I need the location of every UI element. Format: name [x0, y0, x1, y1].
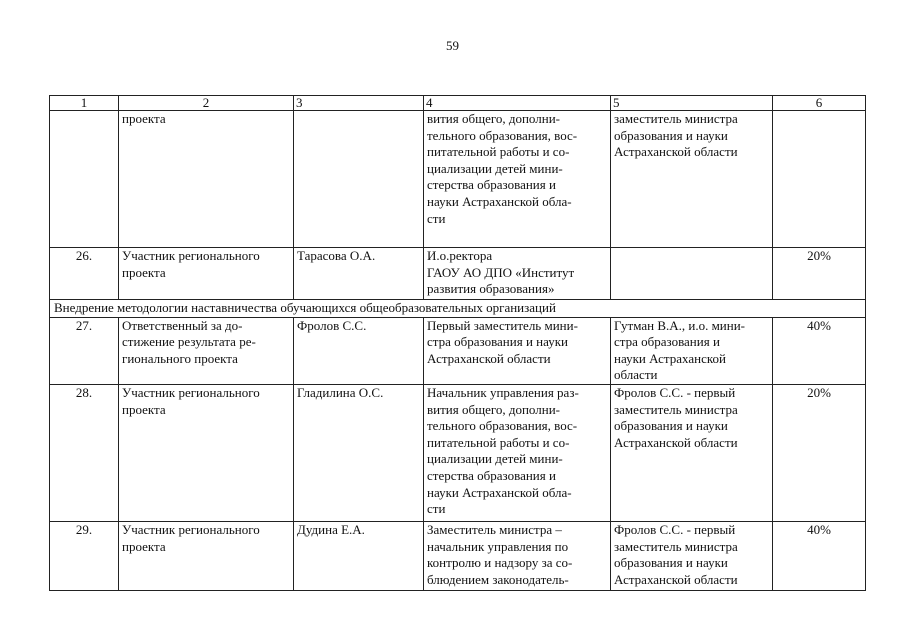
table-row — [50, 317, 866, 384]
table-row — [50, 248, 866, 300]
percent-cell: 40% — [773, 317, 866, 384]
name-cell: Тарасова О.А. — [294, 248, 424, 300]
percent-cell — [773, 111, 866, 248]
row-number-cell — [50, 111, 119, 248]
name-cell — [294, 111, 424, 248]
column-header: 5 — [611, 96, 773, 111]
column-header: 6 — [773, 96, 866, 111]
page-number: 59 — [446, 38, 459, 53]
table-row — [50, 521, 866, 590]
role-cell: Участник регионального проекта — [119, 521, 294, 590]
name-cell: Дудина Е.А. — [294, 521, 424, 590]
percent-cell: 40% — [773, 521, 866, 590]
table-row — [50, 111, 866, 248]
percent-cell: 20% — [773, 248, 866, 300]
name-cell: Гладилина О.С. — [294, 384, 424, 521]
table-header-row — [50, 96, 866, 111]
supervisor-cell: Гутман В.А., и.о. мини- стра образования и науки Астраханской области — [611, 317, 773, 384]
role-cell: Ответственный за до- стижение результата ре- гионального проекта — [119, 317, 294, 384]
role-cell: Участник регионального проекта — [119, 248, 294, 300]
supervisor-cell — [611, 248, 773, 300]
row-number-cell: 29. — [50, 521, 119, 590]
supervisor-cell: Фролов С.С. - первый заместитель министра образования и науки Астраханской области — [611, 384, 773, 521]
row-number-cell: 27. — [50, 317, 119, 384]
row-number-cell: 26. — [50, 248, 119, 300]
row-number-cell: 28. — [50, 384, 119, 521]
position-cell: Заместитель министра – начальник управления по контролю и надзору за со- блюдением законодатель- — [424, 521, 611, 590]
position-cell: И.о.ректора ГАОУ АО ДПО «Институт развития образования» — [424, 248, 611, 300]
name-cell: Фролов С.С. — [294, 317, 424, 384]
percent-cell: 20% — [773, 384, 866, 521]
supervisor-cell: Фролов С.С. - первый заместитель министра образования и науки Астраханской области — [611, 521, 773, 590]
section-row — [50, 300, 866, 318]
column-header: 3 — [294, 96, 424, 111]
position-cell: Первый заместитель мини- стра образования и науки Астраханской области — [424, 317, 611, 384]
column-header: 4 — [424, 96, 611, 111]
staff-table — [49, 95, 866, 591]
position-cell: Начальник управления раз- вития общего, дополни- тельного образования, вос- питательной работы и со- циализации детей мини- стерства образования и науки Астраханской обла- сти — [424, 384, 611, 521]
supervisor-cell: заместитель министра образования и науки Астраханской области — [611, 111, 773, 248]
column-header: 1 — [50, 96, 119, 111]
table-row — [50, 384, 866, 521]
role-cell: Участник регионального проекта — [119, 384, 294, 521]
position-cell: вития общего, дополни- тельного образования, вос- питательной работы и со- циализации детей мини- стерства образования и науки Астраханской обла- сти — [424, 111, 611, 248]
role-cell: проекта — [119, 111, 294, 248]
section-title: Внедрение методологии наставничества обучающихся общеобразовательных организаций — [50, 300, 866, 318]
column-header: 2 — [119, 96, 294, 111]
